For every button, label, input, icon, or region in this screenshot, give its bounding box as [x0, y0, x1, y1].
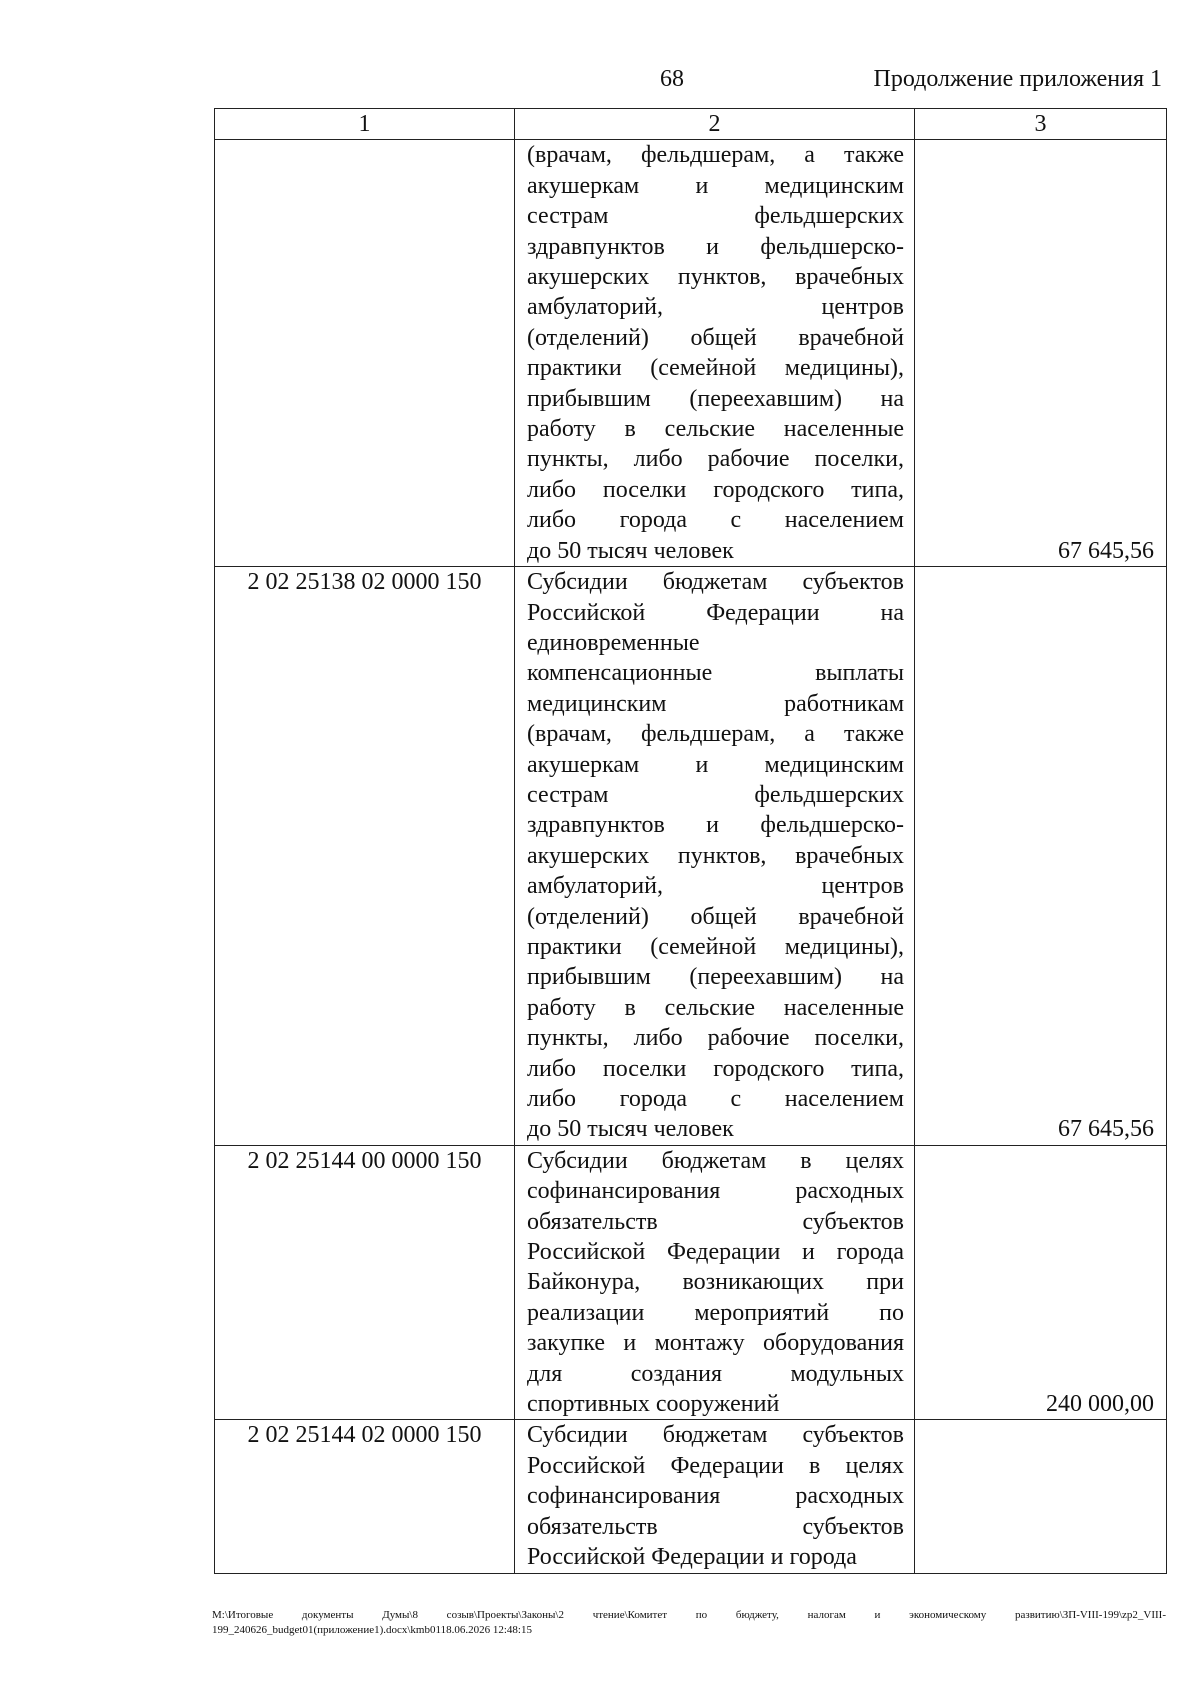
budget-code-cell: 2 02 25144 00 0000 150 [215, 1145, 515, 1420]
description-line: софинансирования расходных [527, 1483, 904, 1510]
description-line: до 50 тысяч человек [527, 1116, 734, 1143]
table-row [215, 1145, 1167, 1420]
description-line: практики (семейной медицины), [527, 933, 904, 960]
description-line: Субсидии бюджетам субъектов [527, 1422, 904, 1449]
description-line: закупке и монтажу оборудования [527, 1330, 904, 1357]
description-line: пункты, либо рабочие поселки, [527, 1025, 904, 1052]
description-line: до 50 тысяч человек [527, 537, 734, 564]
description-line: (врачам, фельдшерам, а также [527, 721, 904, 748]
description-line: пункты, либо рабочие поселки, [527, 446, 904, 473]
description-cell [515, 1145, 915, 1420]
table-row [215, 1420, 1167, 1573]
description-line: единовременные [527, 629, 700, 656]
description-line: здравпунктов и фельдшерско- [527, 233, 904, 260]
description-cell [515, 140, 915, 567]
description-line: (отделений) общей врачебной [527, 903, 904, 930]
column-header: 1 [215, 109, 515, 140]
amount-cell: 67 645,56 [915, 567, 1167, 1146]
description-line: практики (семейной медицины), [527, 355, 904, 382]
description-line: (отделений) общей врачебной [527, 324, 904, 351]
description-line: акушерских пунктов, врачебных [527, 842, 904, 869]
description-line: Субсидии бюджетам в целях [527, 1147, 904, 1174]
budget-code-cell: 2 02 25138 02 0000 150 [215, 567, 515, 1146]
description-line: Байконура, возникающих при [527, 1269, 904, 1296]
description-line: реализации мероприятий по [527, 1299, 904, 1326]
description-line: акушеркам и медицинским [527, 172, 904, 199]
description-line: прибывшим (переехавшим) на [527, 385, 904, 412]
description-line: компенсационные выплаты [527, 660, 904, 687]
page-number: 68 [660, 66, 684, 92]
budget-code-cell [215, 140, 515, 567]
description-line: для создания модульных [527, 1360, 904, 1387]
column-header: 3 [915, 109, 1167, 140]
description-line: либо поселки городского типа, [527, 1055, 904, 1082]
continuation-label: Продолжение приложения 1 [873, 66, 1162, 92]
description-line: здравпунктов и фельдшерско- [527, 812, 904, 839]
amount-cell: 67 645,56 [915, 140, 1167, 567]
description-line: либо поселки городского типа, [527, 476, 904, 503]
description-cell [515, 1420, 915, 1573]
description-line: спортивных сооружений [527, 1391, 780, 1418]
document-path-footer: M:\Итоговые документы Думы\8 созыв\Проекты\Законы\2 чтение\Комитет по бюджету, налогам и экономическому развитию\ЗП-VIII-199\zp2_VIII-199_240626_budget01(приложение1).docx\kmb0118.06.2026 12:48:15 [212, 1609, 1166, 1636]
description-cell [515, 567, 915, 1146]
description-line: либо города с населением [527, 507, 904, 534]
budget-table [214, 108, 1167, 1574]
description-line: софинансирования расходных [527, 1178, 904, 1205]
description-line: акушерских пунктов, врачебных [527, 264, 904, 291]
budget-code-cell: 2 02 25144 02 0000 150 [215, 1420, 515, 1573]
table-row [215, 567, 1167, 1146]
description-line: прибывшим (переехавшим) на [527, 964, 904, 991]
description-line: Российской Федерации и города [527, 1544, 857, 1571]
description-line: (врачам, фельдшерам, а также [527, 142, 904, 169]
description-line: обязательств субъектов [527, 1513, 904, 1540]
description-line: Российской Федерации в целях [527, 1452, 904, 1479]
description-line: амбулаторий, центров [527, 294, 904, 321]
description-line: Российской Федерации и города [527, 1239, 904, 1266]
description-line: либо города с населением [527, 1086, 904, 1112]
description-line: акушеркам и медицинским [527, 751, 904, 778]
description-line: Субсидии бюджетам субъектов [527, 569, 904, 596]
description-line: амбулаторий, центров [527, 873, 904, 900]
column-header: 2 [515, 109, 915, 140]
description-line: сестрам фельдшерских [527, 781, 904, 808]
amount-cell [915, 1420, 1167, 1573]
table-row [215, 140, 1167, 567]
description-line: сестрам фельдшерских [527, 203, 904, 230]
amount-cell: 240 000,00 [915, 1145, 1167, 1420]
description-line: Российской Федерации на [527, 599, 904, 626]
description-line: обязательств субъектов [527, 1208, 904, 1235]
description-line: работу в сельские населенные [527, 416, 904, 443]
table-header-row [215, 109, 1167, 140]
description-line: медицинским работникам [527, 690, 904, 717]
description-line: работу в сельские населенные [527, 994, 904, 1021]
